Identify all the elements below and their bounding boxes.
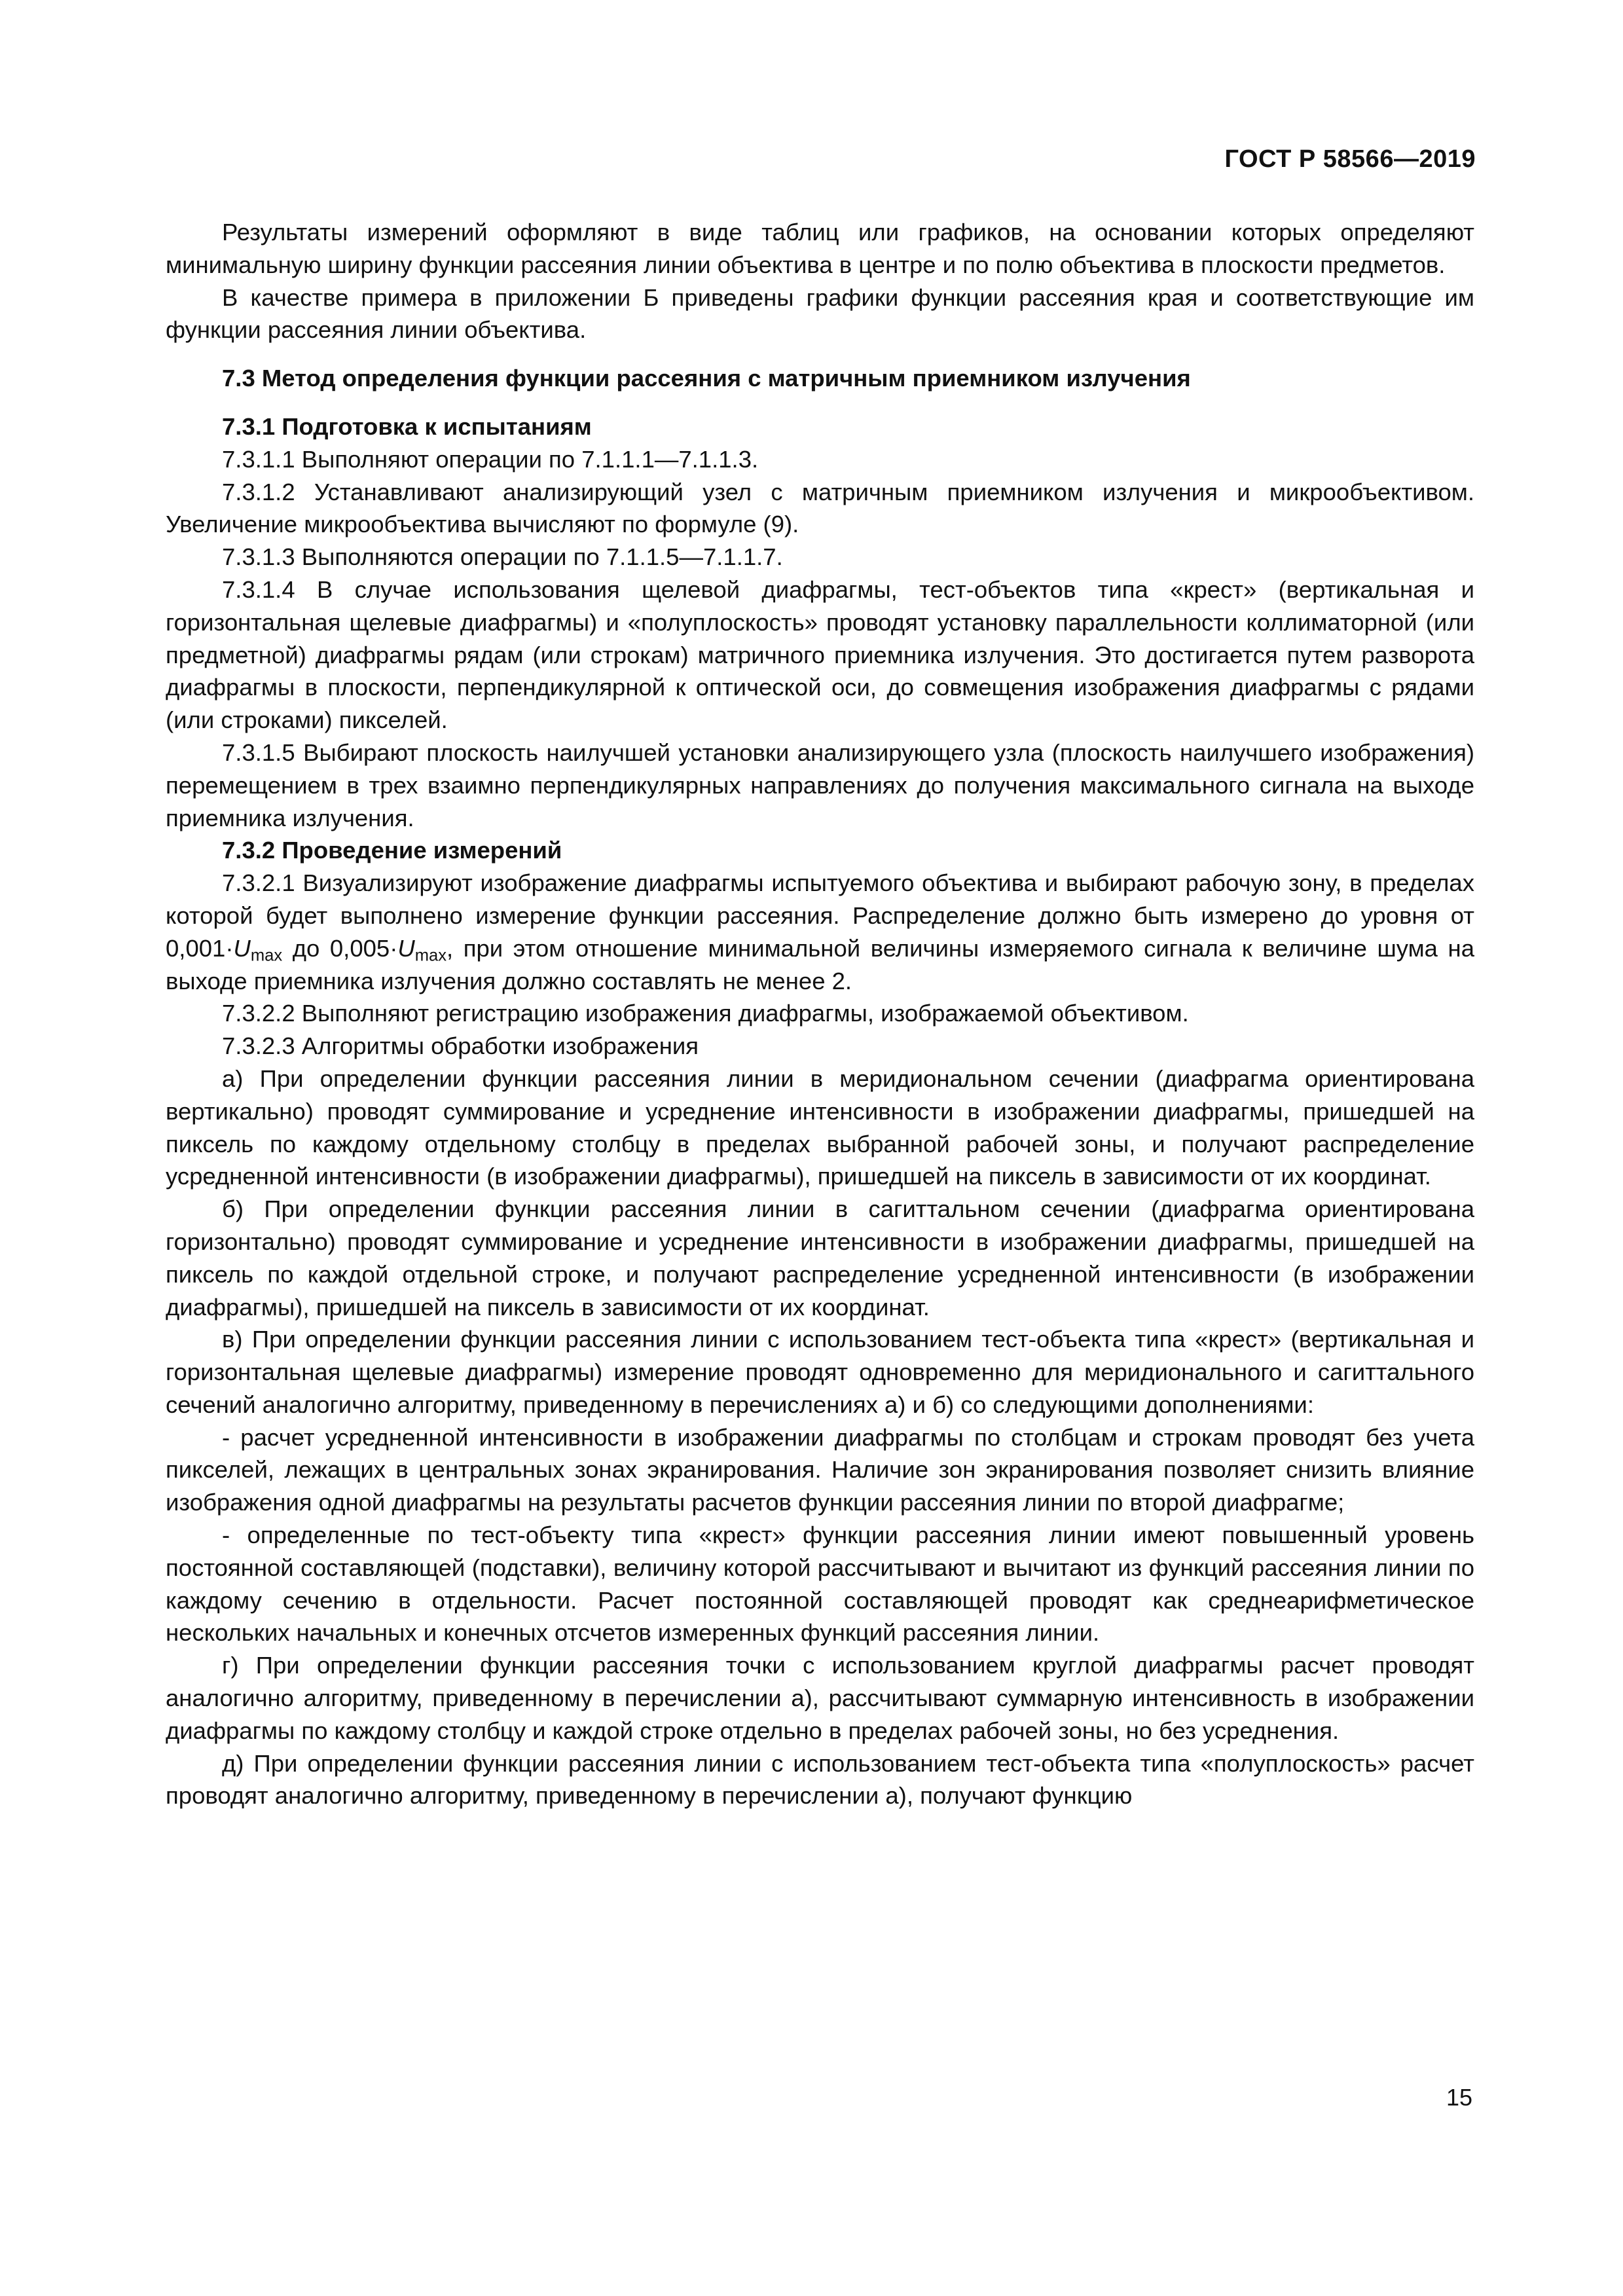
subsection-heading-7-3-2: 7.3.2 Проведение измерений <box>222 837 562 864</box>
dash-item-2: - определенные по тест-объекту типа «крест» функции рассеяния линии имеют повышенный уровень постоянной составляющей (подставки), величину которой рассчитывают и вычитают из функций рассеяния линии по каждому сечению в отдельности. Расчет постоянной составляющей проводят как среднеарифметическое нескольких начальных и конечных отсчетов измеренных функций рассеяния линии. <box>166 1522 1474 1647</box>
voltage-symbol: U <box>233 934 251 962</box>
clause-7-3-2-1-text-a: 7.3.2.1 Визуализируют изображение диафрагмы испытуемого объектива и выбирают рабочую зону, в пределах которой будет выполнено измерение функции рассеяния. Распределение должно быть измерено до уровня от 0,001· <box>166 869 1474 962</box>
subsection-heading-7-3-1: 7.3.1 Подготовка к испытаниям <box>222 412 592 440</box>
list-item-d: д) При определении функции рассеяния линии с использованием тест-объекта типа «полуплоскость» расчет проводят аналогично алгоритму, приведенному в перечислении а), получают функцию <box>166 1749 1474 1810</box>
list-item-g: г) При определении функции рассеяния точки с использованием круглой диафрагмы расчет проводят аналогично алгоритму, приведенному в перечислении а), рассчитывают суммарную интенсивность в изображении диафрагмы по каждому столбцу и каждой строке отдельно в пределах рабочей зоны, но без усреднения. <box>166 1652 1474 1744</box>
clause-7-3-2-1 <box>166 867 1474 997</box>
dash-item-1: - расчет усредненной интенсивности в изображении диафрагмы по столбцам и строкам проводят без учета пикселей, лежащих в центральных зонах экранирования. Наличие зон экранирования позволяет снизить влияние изображения одной диафрагмы на результаты расчетов функции рассеяния линии по второй диафрагме; <box>166 1423 1474 1516</box>
standard-designation: ГОСТ Р 58566—2019 <box>1224 145 1476 173</box>
paragraph-appendix-example: В качестве примера в приложении Б приведены графики функции рассеяния края и соответствующие им функции рассеяния линии объектива. <box>166 283 1474 344</box>
list-item-b: б) При определении функции рассеяния линии в сагиттальном сечении (диафрагма ориентирована горизонтально) проводят суммирование и усреднение интенсивности в изображении диафрагмы, пришедшей на пиксель по каждой отдельной строке, и получают распределение усредненной интенсивности (в изображении диафрагмы), пришедшей на пиксель в зависимости от их координат. <box>166 1195 1474 1321</box>
voltage-symbol: U <box>397 934 415 962</box>
max-subscript: max <box>250 946 283 965</box>
clause-7-3-1-3: 7.3.1.3 Выполняются операции по 7.1.1.5—7.1.1.7. <box>222 543 783 571</box>
clause-7-3-2-2: 7.3.2.2 Выполняют регистрацию изображения диафрагмы, изображаемой объективом. <box>222 1000 1189 1027</box>
clause-7-3-2-1-text-b: до 0,005· <box>282 934 398 962</box>
max-subscript: max <box>414 946 447 965</box>
list-item-a: а) При определении функции рассеяния линии в меридиональном сечении (диафрагма ориентирована вертикально) проводят суммирование и усреднение интенсивности в изображении диафрагмы, пришедшей на пиксель по каждому отдельному столбцу в пределах выбранной рабочей зоны, и получают распределение усредненной интенсивности (в изображении диафрагмы), пришедшей на пиксель в зависимости от их координат. <box>166 1065 1474 1190</box>
clause-7-3-2-3: 7.3.2.3 Алгоритмы обработки изображения <box>222 1032 699 1060</box>
clause-7-3-1-4: 7.3.1.4 В случае использования щелевой диафрагмы, тест-объектов типа «крест» (вертикальная и горизонтальная щелевые диафрагмы) и «полуплоскость» проводят установку параллельности коллиматорной (или предметной) диафрагмы рядам (или строкам) матричного приемника излучения. Это достигается путем разворота диафрагмы в плоскости, перпендикулярной к оптической оси, до совмещения изображения диафрагмы с рядами (или строками) пикселей. <box>166 575 1474 734</box>
clause-7-3-1-5: 7.3.1.5 Выбирают плоскость наилучшей установки анализирующего узла (плоскость наилучшего изображения) перемещением в трех взаимно перпендикулярных направлениях до получения максимального сигнала на выходе приемника излучения. <box>166 738 1474 831</box>
paragraph-results: Результаты измерений оформляют в виде таблиц или графиков, на основании которых определяют минимальную ширину функции рассеяния линии объектива в центре и по полю объектива в плоскости предметов. <box>166 219 1474 278</box>
page-number: 15 <box>1446 2084 1472 2111</box>
page-body <box>166 216 1474 1812</box>
section-heading-7-3: 7.3 Метод определения функции рассеяния с матричным приемником излучения <box>222 365 1191 392</box>
clause-7-3-1-1: 7.3.1.1 Выполняют операции по 7.1.1.1—7.1.1.3. <box>222 445 759 473</box>
list-item-v: в) При определении функции рассеяния линии с использованием тест-объекта типа «крест» (вертикальная и горизонтальная щелевые диафрагмы) измерение проводят одновременно для меридионального и сагиттального сечений аналогично алгоритму, приведенному в перечислениях а) и б) со следующими дополнениями: <box>166 1326 1474 1418</box>
clause-7-3-1-2: 7.3.1.2 Устанавливают анализирующий узел с матричным приемником излучения и микрообъективом. Увеличение микрообъектива вычисляют по формуле (9). <box>166 478 1474 538</box>
clause-7-3-2-1-text-c: , при этом отношение минимальной величины измеряемого сигнала к величине шума на выходе приемника излучения должно составлять не менее 2. <box>166 934 1475 994</box>
